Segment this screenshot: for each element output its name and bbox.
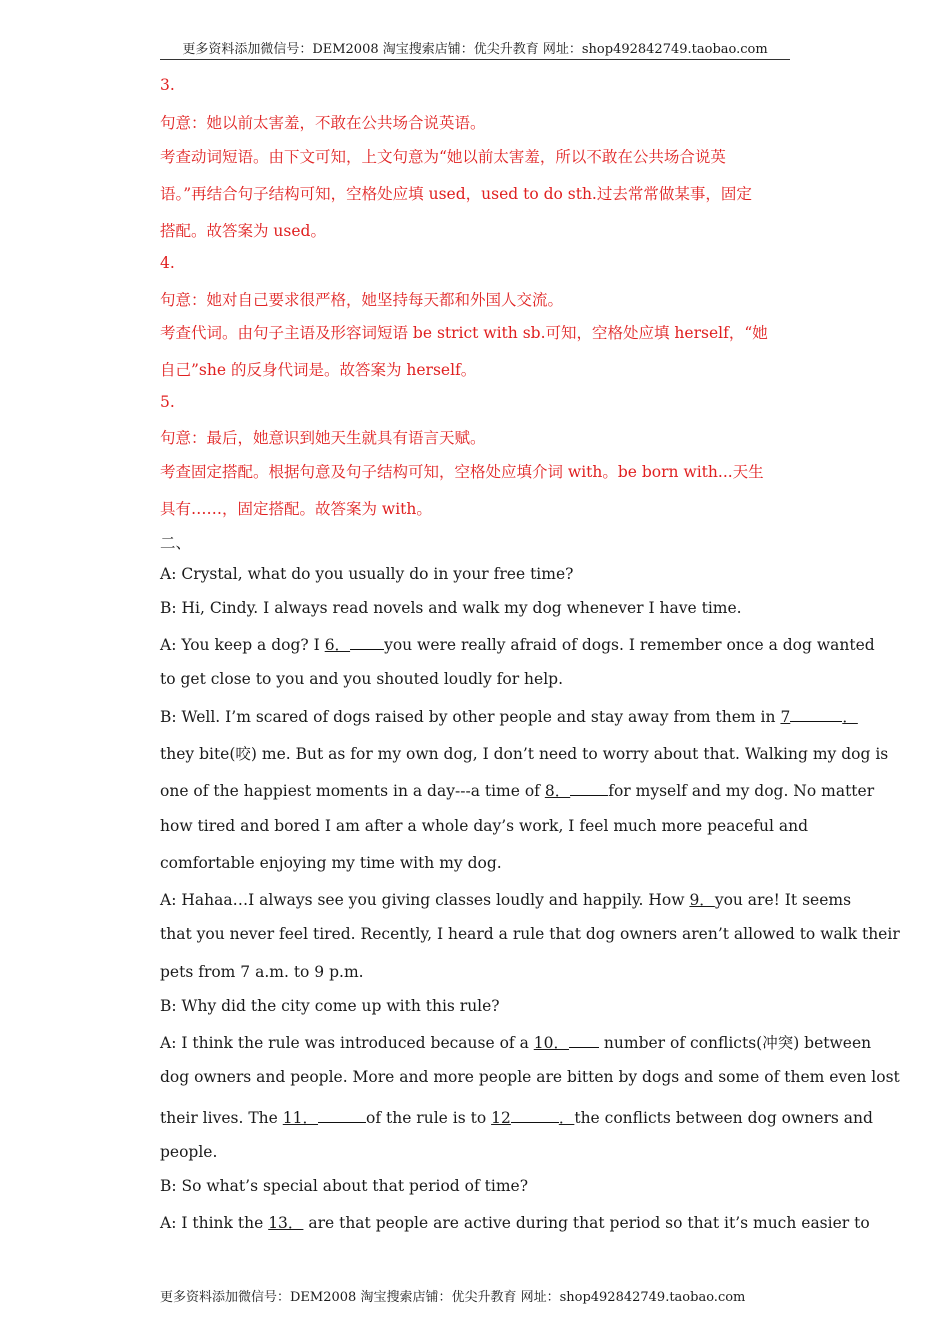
blank-11 [318,1107,366,1124]
blank-7-label: 7 [780,708,791,726]
dialogue-line: comfortable enjoying my time with my dog. [160,854,502,872]
page-footer: 更多资料添加微信号：DEM2008 淘宝搜索店铺：优尖升教育 网址：shop492842749.taobao.com [160,1290,746,1305]
dialogue-line: pets from 7 a.m. to 9 p.m. [160,963,364,981]
q4-explain-1: 考查代词。由句子主语及形容词短语 be strict with sb.可知，空格处应填 herself，“她 [160,324,768,342]
section2-title: 二、 [160,534,192,552]
dialogue-line: A: Crystal, what do you usually do in your free time? [160,565,574,583]
text: are that people are active during that period so that it’s much easier to [303,1214,870,1232]
text: A: I think the [160,1214,269,1232]
blank-10-label: 10． [533,1034,569,1052]
blank-10 [569,1032,599,1049]
text: number of conflicts(冲突) between [598,1034,872,1052]
dialogue-line [160,705,858,727]
text: you are! It seems [714,891,852,909]
q3-explain-3: 搭配。故答案为 used。 [160,222,326,240]
text: A: You keep a dog? I [160,636,325,654]
blank-12-label: 12 [491,1109,511,1127]
q3-meaning: 句意：她以前太害羞，不敢在公共场合说英语。 [160,114,486,132]
blank-6 [350,634,384,651]
q5-meaning: 句意：最后，她意识到她天生就具有语言天赋。 [160,429,486,447]
blank-6-label: 6． [324,636,351,654]
dialogue-line [160,1211,870,1233]
dialogue-line: how tired and bored I am after a whole day’s work, I feel much more peaceful and [160,817,809,835]
q5-explain-2: 具有……，固定搭配。故答案为 with。 [160,500,432,518]
q5-number: 5. [160,393,175,411]
text: B: Well. I’m scared of dogs raised by other people and stay away from them in [160,708,781,726]
blank-12-dot: ． [558,1109,575,1127]
text: A: Hahaa…I always see you giving classes loudly and happily. How [160,891,690,909]
dialogue-line [160,633,875,655]
q4-meaning: 句意：她对自己要求很严格，她坚持每天都和外国人交流。 [160,291,564,309]
dialogue-line: B: Why did the city come up with this rule? [160,997,500,1015]
blank-7-dot: ． [842,708,858,726]
text: you were really afraid of dogs. I remember once a dog wanted [384,636,875,654]
text: one of the happiest moments in a day---a time of [160,782,545,800]
q4-explain-2: 自己”she 的反身代词是。故答案为 herself。 [160,361,477,379]
dialogue-line [160,1031,871,1053]
text: A: I think the rule was introduced because of a [160,1034,534,1052]
dialogue-line: people. [160,1143,218,1161]
blank-8 [570,780,608,797]
q3-number: 3. [160,76,175,94]
text: for myself and my dog. No matter [608,782,875,800]
dialogue-line: dog owners and people. More and more people are bitten by dogs and some of them even lost [160,1068,900,1086]
dialogue-line: that you never feel tired. Recently, I heard a rule that dog owners aren’t allowed to walk their [160,925,900,943]
dialogue-line: they bite(咬) me. But as for my own dog, I don’t need to worry about that. Walking my dog is [160,745,889,763]
blank-12 [511,1107,559,1124]
dialogue-line: B: Hi, Cindy. I always read novels and walk my dog whenever I have time. [160,599,742,617]
blank-7 [790,706,842,723]
dialogue-line [160,779,874,801]
blank-11-label: 11． [282,1109,318,1127]
q5-explain-1: 考查固定搭配。根据句意及句子结构可知，空格处应填介词 with。be born with...天生 [160,463,764,481]
dialogue-line: B: So what’s special about that period of time? [160,1177,529,1195]
dialogue-line [160,1106,873,1128]
blank-13-label: 13． [268,1214,304,1232]
blank-9-label: 9． [689,891,715,909]
text: of the rule is to [366,1109,492,1127]
dialogue-line: to get close to you and you shouted loudly for help. [160,670,564,688]
page-header: 更多资料添加微信号：DEM2008 淘宝搜索店铺：优尖升教育 网址：shop492842749.taobao.com [160,38,790,60]
text: the conflicts between dog owners and [574,1109,873,1127]
q3-explain-1: 考查动词短语。由下文可知，上文句意为“她以前太害羞，所以不敢在公共场合说英 [160,148,726,166]
blank-8-label: 8． [544,782,571,800]
q4-number: 4. [160,254,175,272]
dialogue-line [160,888,851,910]
text: their lives. The [160,1109,283,1127]
q3-explain-2: 语。”再结合句子结构可知，空格处应填 used，used to do sth.过去常常做某事，固定 [160,185,752,203]
